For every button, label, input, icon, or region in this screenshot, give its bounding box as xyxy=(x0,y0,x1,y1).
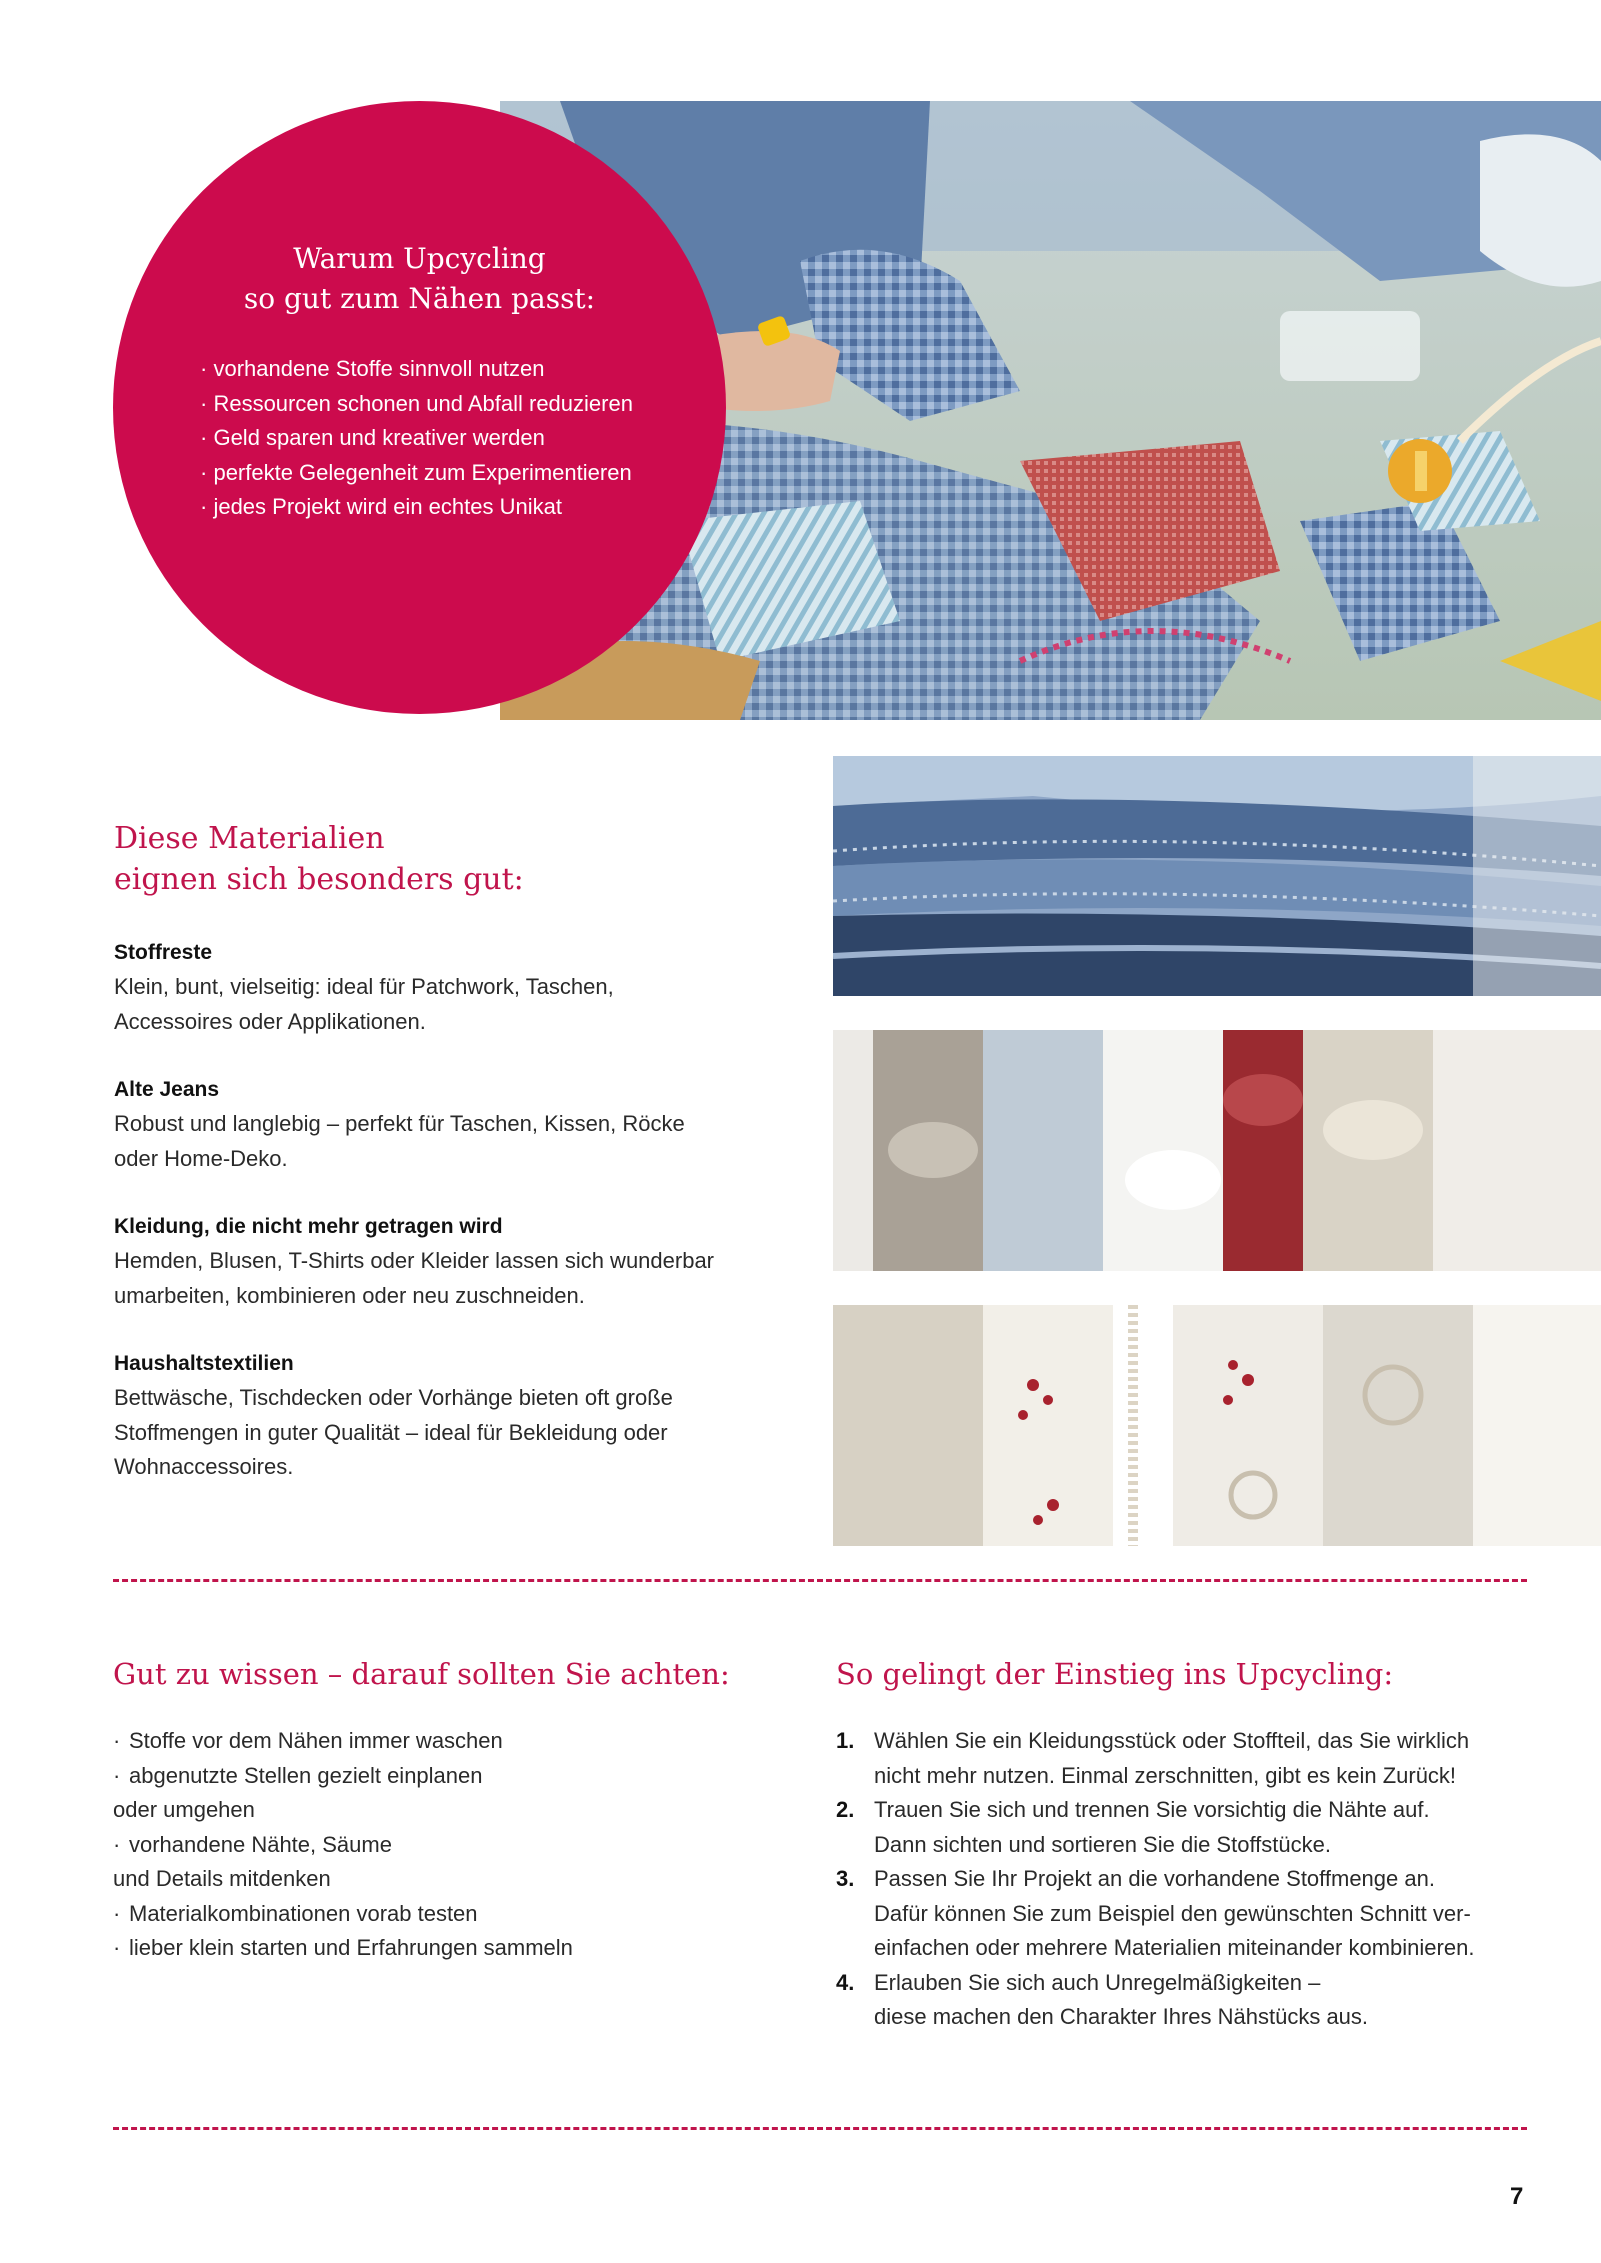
list-item: · lieber klein starten und Erfahrungen sammeln xyxy=(113,1935,573,1960)
material-line: Wohnaccessoires. xyxy=(114,1454,294,1479)
step-number: 2. xyxy=(836,1797,855,1822)
tip-line: abgenutzte Stellen gezielt einplanen xyxy=(129,1762,483,1788)
circle-title xyxy=(113,239,726,319)
step-line: Wählen Sie ein Kleidungsstück oder Stoffteil, das Sie wirklich xyxy=(874,1728,1470,1753)
list-item xyxy=(836,1862,1526,1966)
material-item-jeans xyxy=(114,1073,764,1176)
material-line: Robust und langlebig – perfekt für Taschen, Kissen, Röcke xyxy=(114,1111,685,1136)
list-item: · Geld sparen und kreativer werden xyxy=(200,421,633,456)
materials-heading-line: eignen sich besonders gut: xyxy=(114,862,524,897)
circle-title-line: Warum Upcycling xyxy=(293,242,546,275)
materials-heading-line: Diese Materialien xyxy=(114,821,385,856)
material-line: oder Home-Deko. xyxy=(114,1145,288,1171)
material-line: Accessoires oder Applikationen. xyxy=(114,1008,426,1034)
intro-circle xyxy=(113,101,726,714)
material-title: Haushaltstextilien xyxy=(114,1352,294,1375)
step-number: 3. xyxy=(836,1866,855,1891)
tip-line: lieber klein starten und Erfahrungen sammeln xyxy=(129,1935,573,1960)
list-item: · Stoffe vor dem Nähen immer waschen xyxy=(113,1728,503,1753)
tips-heading: Gut zu wissen – darauf sollten Sie achten: xyxy=(113,1657,730,1691)
list-item: · vorhandene Nähte, Säume und Details mitdenken xyxy=(113,1828,573,1897)
material-line: Hemden, Blusen, T-Shirts oder Kleider lassen sich wunderbar xyxy=(114,1248,715,1273)
material-line: Klein, bunt, vielseitig: ideal für Patchwork, Taschen, xyxy=(114,974,614,999)
circle-benefits-list xyxy=(200,352,633,525)
step-line: Erlauben Sie sich auch Unregelmäßigkeiten – xyxy=(874,1969,1321,1995)
material-title: Stoffreste xyxy=(114,941,213,964)
circle-title-line: so gut zum Nähen passt: xyxy=(243,282,596,315)
material-line: Stoffmengen in guter Qualität – ideal für Bekleidung oder xyxy=(114,1419,668,1445)
page-number: 7 xyxy=(1510,2183,1524,2210)
material-title: Kleidung, die nicht mehr getragen wird xyxy=(114,1215,503,1238)
start-steps-list xyxy=(836,1724,1526,2035)
material-title: Alte Jeans xyxy=(114,1078,220,1101)
step-line: Trauen Sie sich und trennen Sie vorsichtig die Nähte auf. xyxy=(874,1797,1430,1822)
material-item-stoffreste xyxy=(114,936,764,1039)
photo-shirts xyxy=(833,1030,1601,1271)
tip-line: Materialkombinationen vorab testen xyxy=(129,1900,478,1926)
step-number: 1. xyxy=(836,1728,855,1753)
tip-line: vorhandene Nähte, Säume xyxy=(129,1831,392,1857)
step-line: diese machen den Charakter Ihres Nähstücks aus. xyxy=(874,2004,1369,2029)
step-line: Dafür können Sie zum Beispiel den gewünschten Schnitt ver- xyxy=(874,1900,1471,1926)
list-item: · Ressourcen schonen und Abfall reduzieren xyxy=(200,387,633,422)
list-item xyxy=(836,1966,1526,2035)
photo-household-textiles xyxy=(833,1305,1601,1546)
tip-line: oder umgehen xyxy=(113,1797,255,1822)
tips-list xyxy=(113,1724,573,1966)
step-number: 4. xyxy=(836,1969,855,1995)
step-line: Dann sichten und sortieren Sie die Stoffstücke. xyxy=(874,1831,1331,1857)
list-item xyxy=(836,1793,1526,1862)
list-item: · abgenutzte Stellen gezielt einplanen oder umgehen xyxy=(113,1759,573,1828)
list-item: · vorhandene Stoffe sinnvoll nutzen xyxy=(200,352,633,387)
step-line: Passen Sie Ihr Projekt an die vorhandene Stoffmenge an. xyxy=(874,1866,1435,1891)
list-item: · jedes Projekt wird ein echtes Unikat xyxy=(200,490,633,525)
start-heading: So gelingt der Einstieg ins Upcycling: xyxy=(836,1657,1394,1691)
material-line: umarbeiten, kombinieren oder neu zuschneiden. xyxy=(114,1282,585,1308)
material-line: Bettwäsche, Tischdecken oder Vorhänge bieten oft große xyxy=(114,1385,673,1410)
list-item: · Materialkombinationen vorab testen xyxy=(113,1900,478,1926)
photo-jeans xyxy=(833,756,1601,996)
list-item xyxy=(836,1724,1526,1793)
material-item-kleidung xyxy=(114,1210,764,1313)
section-divider xyxy=(113,1579,1527,1582)
material-item-haushaltstextilien xyxy=(114,1347,764,1485)
tip-line: und Details mitdenken xyxy=(113,1866,331,1891)
list-item: · perfekte Gelegenheit zum Experimentieren xyxy=(200,456,633,491)
materials-heading xyxy=(114,818,524,900)
step-line: einfachen oder mehrere Materialien miteinander kombinieren. xyxy=(874,1935,1475,1960)
step-line: nicht mehr nutzen. Einmal zerschnitten, gibt es kein Zurück! xyxy=(874,1762,1457,1788)
section-divider xyxy=(113,2127,1527,2130)
tip-line: Stoffe vor dem Nähen immer waschen xyxy=(129,1728,503,1753)
